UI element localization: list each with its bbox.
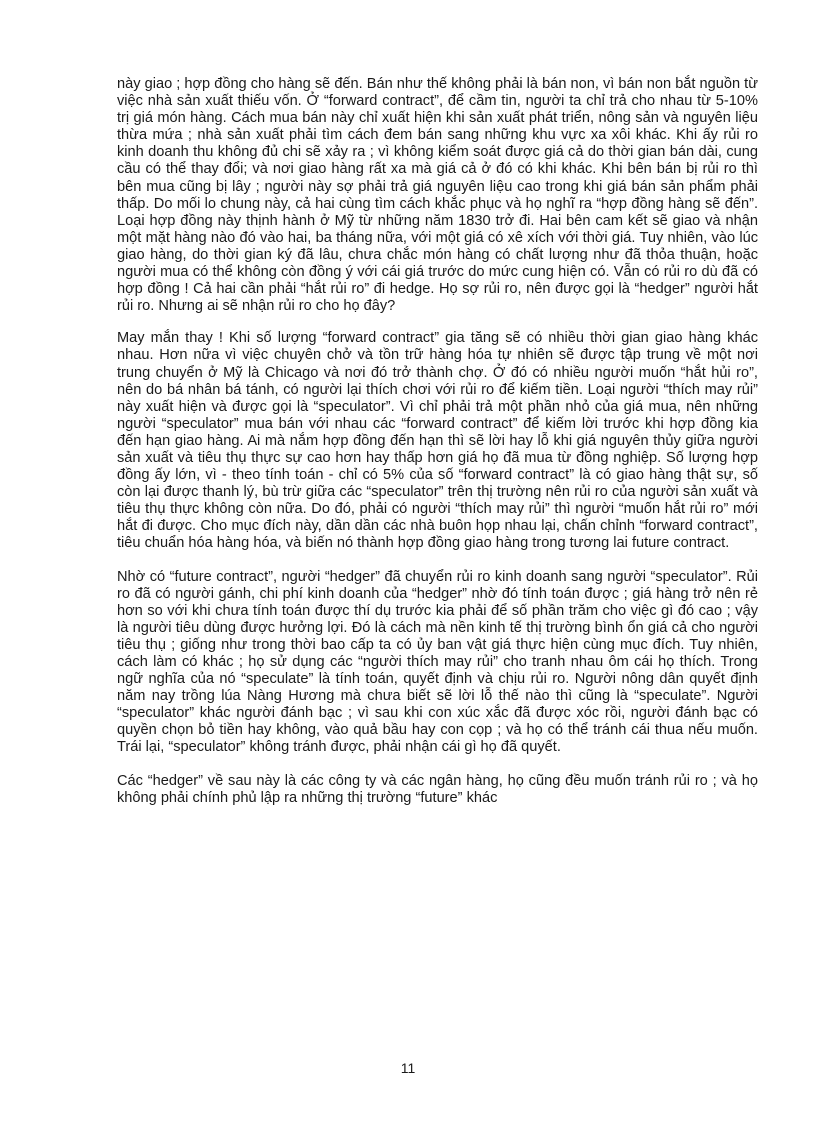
- body-text: [117, 76, 758, 807]
- paragraph-2: May mắn thay ! Khi số lượng “forward contract” gia tăng sẽ có nhiều thời gian giao hàng khác nhau. Hơn nữa vì việc chuyên chở và tồn trữ hàng hóa tự nhiên sẽ được tập trung về một nơi trung chuyển ở Mỹ là Chicago và nơi đó trở thành chợ. Ở đó có nhiều người muốn “hắt hủi ro”, nên do bá nhân bá tánh, có người lại thích chơi với rủi ro để kiếm tiền. Loại người “thích may rủi” này xuất hiện và được gọi là “speculator”. Vì chỉ phải trả một phần nhỏ của giá mua, nên những người “speculator” mua bán với nhau các “forward contract” để kiếm lời trước khi hợp đồng kia đến hạn giao hàng. Ai mà nắm hợp đồng đến hạn thì sẽ lời hay lỗ khi giá nguyên thủy giữa người sản xuất và tiêu thụ thực sự cao hơn hay thấp hơn giá họ đã mua từ đồng nghiệp. Số lượng hợp đồng ấy lớn, vì - theo tính toán - chỉ có 5% của số “forward contract” là có giao hàng thật sự, số còn lại được thanh lý, bù trừ giữa các “speculator” trên thị trường nên rủi ro của người sản xuất và tiêu thụ thực không còn nữa. Do đó, phải có người “thích may rủi” thì người “muốn hắt rủi ro” mới hắt đi được. Cho mục đích này, dần dần các nhà buôn họp nhau lại, chấn chỉnh “forward contract”, tiêu chuẩn hóa hàng hóa, và biến nó thành hợp đồng giao hàng trong tương lai future contract.: [117, 330, 758, 552]
- paragraph-3: Nhờ có “future contract”, người “hedger” đã chuyển rủi ro kinh doanh sang người “speculator”. Rủi ro đã có người gánh, chi phí kinh doanh của “hedger” nhờ đó tính toán được ; giá hàng trở nên rẻ hơn so với khi chưa tính toán được thí dụ trước kia phải để số phần trăm cho việc gì đó cao ; vậy là người tiêu dùng được hưởng lợi. Đó là cách mà nền kinh tế thị trường bình ổn giá cả cho người tiêu thụ ; giống như trong thời bao cấp ta có ủy ban vật giá thực hiện cùng mục đích. Tuy nhiên, cách làm có khác ; họ sử dụng các “người thích may rủi” cho tranh nhau ôm cái họ thích. Trong ngữ nghĩa của nó “speculate” là tính toán, quyết định và chịu rủi ro. Người nông dân quyết định năm nay trồng lúa Nàng Hương mà chưa biết sẽ lời lỗ thế nào thì cũng là “speculate”. Người “speculator” khác người đánh bạc ; vì sau khi con xúc xắc đã được xóc rồi, người đánh bạc có quyền chọn bỏ tiền hay không, vào quả bầu hay con cọp ; và họ có thể tránh cái thua nếu muốn. Trái lại, “speculator” không tránh được, phải nhận cái gì họ đã quyết.: [117, 568, 758, 756]
- paragraph-4: Các “hedger” về sau này là các công ty và các ngân hàng, họ cũng đều muốn tránh rủi ro ; và họ không phải chính phủ lập ra những thị trường “future” khác: [117, 772, 758, 806]
- page-number: 11: [400, 1060, 416, 1076]
- paragraph-1: này giao ; hợp đồng cho hàng sẽ đến. Bán như thế không phải là bán non, vì bán non bắt nguồn từ việc nhà sản xuất thiếu vốn. Ở “forward contract”, để cầm tin, người ta chỉ trả cho nhau từ 5-10% trị giá món hàng. Cách mua bán này chỉ xuất hiện khi sản xuất phát triển, nông sản và nguyên liệu thừa mứa ; nhà sản xuất phải tìm cách đem bán sang những khu vực xa xôi khác. Khi ấy rủi ro kinh doanh thu không đủ chi sẽ xảy ra ; vì không kiểm soát được giá cả do thời gian bán dài, cung cầu có thể thay đổi; và nơi giao hàng rất xa mà giá cả ở đó có khi khác. Khi bên bán bị rủi ro thì bên mua cũng bị lây ; người này sợ phải trả giá nguyên liệu cao trong khi giá bán sản phẩm phải thấp. Do mối lo chung này, cả hai cùng tìm cách khắc phục và họ nghĩ ra “hợp đồng hàng sẽ đến”. Loại hợp đồng này thịnh hành ở Mỹ từ những năm 1830 trở đi. Hai bên cam kết sẽ giao và nhận một mặt hàng nào đó vào hai, ba tháng nữa, với một giá có xê xích với thời giá. Tuy nhiên, vào lúc giao hàng, do thời gian ký đã lâu, chưa chắc món hàng có chất lượng như đã thỏa thuận, hoặc người mua có thể không còn đồng ý với cái giá trước do mức cung hiện có. Vẫn có rủi ro dù đã có hợp đồng ! Cả hai cần phải “hắt rủi ro” đi hedge. Họ sợ rủi ro, nên được gọi là “hedger” người hắt rủi ro. Nhưng ai sẽ nhận rủi ro cho họ đây?: [117, 76, 758, 315]
